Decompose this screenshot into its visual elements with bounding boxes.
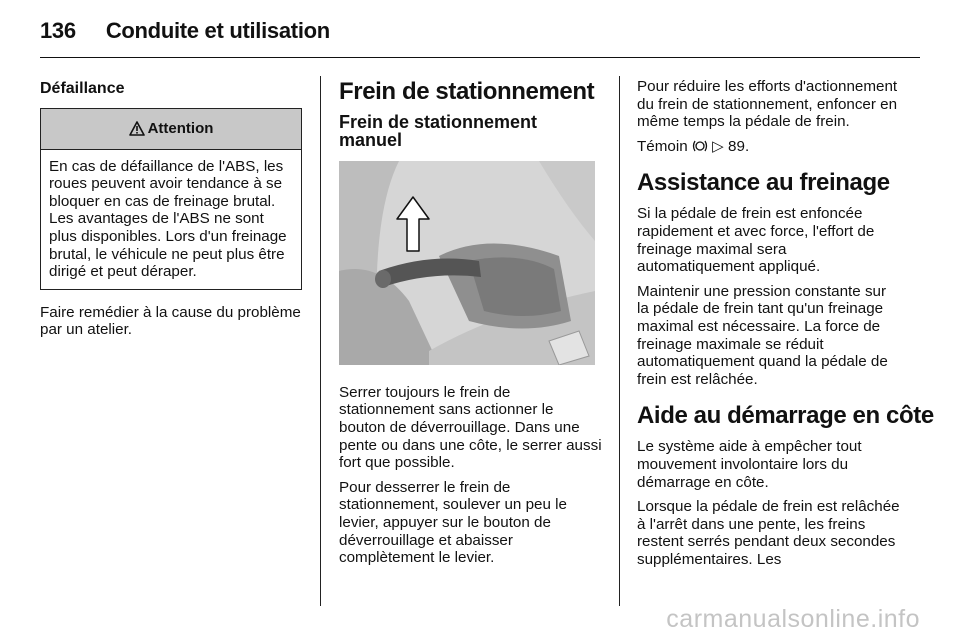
page-number: 136 (40, 18, 76, 43)
section-heading-defaillance: Défaillance (40, 80, 125, 97)
column-divider (619, 76, 620, 606)
warning-text: En cas de défaillance de l'ABS, les roues peuvent avoir tendance à se bloquer en cas de freinage brutal. Les avantages de l'ABS ne sont plus disponibles. Lors d'un freinage brutal, le véhicule ne peut plus être dirigé et peut déraper. (49, 157, 287, 281)
warning-triangle-icon (129, 121, 145, 136)
paragraph: Lorsque la pédale de frein est relâchée à l'arrêt dans une pente, les freins restent serrés pendant deux secondes supplémentaires. Les (637, 498, 900, 568)
page-title: Conduite et utilisation (105, 18, 330, 43)
page-reference: 89. (728, 137, 750, 155)
column-left (40, 78, 302, 346)
section-heading-aide-demarrage: Aide au démarrage en côte (637, 402, 934, 430)
parking-brake-warning-icon (692, 139, 708, 153)
paragraph: Pour desserrer le frein de stationnement, soulever un peu le levier, appuyer sur le bouton de déverrouillage et abaisser complètement le levier. (339, 478, 567, 567)
subsection-heading: Frein de stationnement manuel (339, 112, 538, 150)
paragraph: Faire remédier à la cause du problème par un atelier. (40, 303, 301, 339)
paragraph: Le système aide à empêcher tout mouvement involontaire lors du démarrage en côte. (637, 438, 862, 491)
header-rule (40, 57, 920, 58)
warning-header (41, 109, 301, 150)
indicator-reference (637, 138, 901, 156)
indicator-label: Témoin (637, 137, 688, 155)
parking-brake-illustration (339, 161, 595, 365)
paragraph: Serrer toujours le frein de stationnement sans actionner le bouton de déverrouillage. Dans une pente ou dans une côte, le serrer aussi fort que possible. (339, 383, 602, 472)
column-middle (339, 78, 603, 574)
paragraph: Si la pédale de frein est enfoncée rapidement et avec force, l'effort de freinage maximal sera automatiquement appliqué. (637, 205, 875, 276)
paragraph: Maintenir une pression constante sur la pédale de frein tant qu'un freinage maximal est nécessaire. La force de freinage maximale se réduit automatiquement quand la pédale de frein est relâchée. (637, 282, 888, 388)
column-divider (320, 76, 321, 606)
watermark: carmanualsonline.info (666, 605, 920, 633)
paragraph: Pour réduire les efforts d'actionnement du frein de stationnement, enfoncer en même temps la pédale de frein. (637, 78, 898, 131)
section-heading-frein-stationnement: Frein de stationnement (339, 78, 595, 105)
warning-box (40, 108, 302, 290)
page-reference-arrow-icon: ▷ (712, 137, 724, 155)
warning-title: Attention (147, 119, 214, 137)
column-right (637, 78, 934, 575)
section-heading-assistance-freinage: Assistance au freinage (637, 169, 890, 197)
page-header (40, 18, 330, 44)
